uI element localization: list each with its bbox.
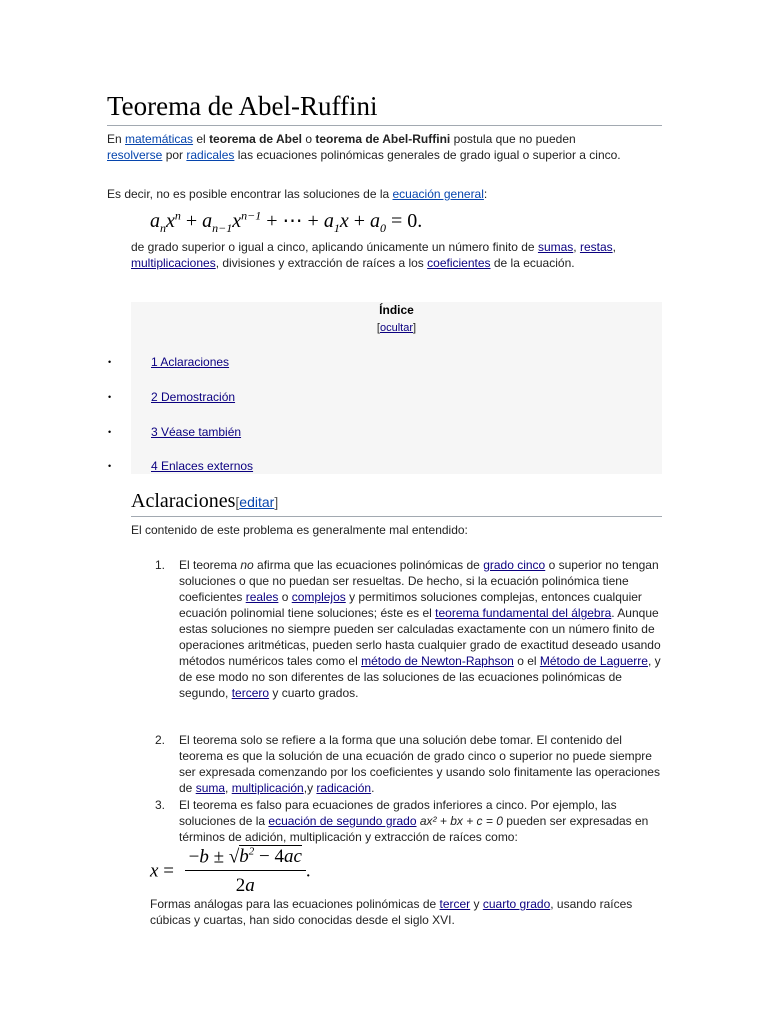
- list-item-number: 1.: [155, 558, 166, 572]
- toc-link-aclaraciones[interactable]: 1 Aclaraciones: [151, 355, 230, 369]
- intro-paragraph-2: Es decir, no es posible encontrar las soluciones de la ecuación general:: [107, 187, 488, 201]
- link-tercero[interactable]: tercero: [231, 686, 270, 700]
- closing-paragraph: Formas análogas para las ecuaciones polinómicas de tercer y cuarto grado, usando raíces cúbicas y cuartas, han sido conocidas desde el siglo XVI.: [150, 897, 633, 927]
- link-reales[interactable]: reales: [245, 590, 279, 604]
- link-radicacion[interactable]: radicación: [316, 781, 372, 795]
- page-title: Teorema de Abel-Ruffini: [107, 90, 662, 126]
- link-multiplicacion[interactable]: multiplicación: [231, 781, 304, 795]
- link-restas[interactable]: restas: [579, 240, 613, 254]
- link-tercer[interactable]: tercer: [439, 897, 471, 911]
- bullet-icon: •: [108, 461, 112, 471]
- bold-teorema-abel: teorema de Abel: [209, 132, 302, 146]
- section-heading: [131, 488, 662, 517]
- section-intro: El contenido de este problema es generalmente mal entendido:: [131, 523, 468, 537]
- bullet-icon: •: [108, 357, 112, 367]
- link-metodo-laguerre[interactable]: Método de Laguerre: [539, 654, 648, 668]
- quadratic-equation: ax² + bx + c = 0: [419, 814, 503, 828]
- list-item: El teorema no afirma que las ecuaciones polinómicas de grado cinco o superior no tengan soluciones o que no puedan ser resueltas. De hecho, si la ecuación polinómica tiene coeficientes reales o complejos y permitimos soluciones complejas, entonces cualquier ecuación polinomial tiene soluciones; éste es el teorema fundamental del álgebra. Aunque estas soluciones no siempre pueden ser calculadas exactamente con un número finito de operaciones aritméticas, pueden serlo hasta cualquier grado de exactitud deseado usando métodos numéricos tales como el método de Newton-Raphson o el Método de Laguerre, y de ese modo no son diferentes de las soluciones de las ecuaciones polinómicas de segundo, tercero y cuarto grados.: [179, 558, 661, 700]
- link-multiplicaciones[interactable]: multiplicaciones: [131, 256, 216, 270]
- toc-title: Índice: [379, 303, 414, 317]
- edit-section-link[interactable]: editar: [239, 494, 275, 510]
- link-suma[interactable]: suma: [195, 781, 226, 795]
- link-sumas[interactable]: sumas: [537, 240, 574, 254]
- link-coeficientes[interactable]: coeficientes: [427, 256, 491, 270]
- link-matematicas[interactable]: matemáticas: [125, 132, 194, 146]
- intro-paragraph: En matemáticas el teorema de Abel o teorema de Abel-Ruffini postula que no pueden resolverse por radicales las ecuaciones polinómicas generales de grado igual o superior a cinco.: [107, 132, 621, 162]
- table-of-contents: [131, 302, 662, 474]
- toc-toggle: [ocultar]: [376, 322, 417, 334]
- general-polynomial-formula: $a_nx^n + a_{n-1}x^{n-1}$ + ⋯ + $a_1x + a_0 = 0$.: [150, 208, 423, 235]
- toc-hide-link[interactable]: ocultar: [379, 322, 414, 334]
- section-edit: [editar]: [235, 494, 279, 510]
- bullet-icon: •: [108, 392, 112, 402]
- list-item-number: 3.: [155, 798, 166, 812]
- link-radicales[interactable]: radicales: [186, 148, 235, 162]
- intro-paragraph-3: de grado superior o igual a cinco, aplicando únicamente un número finito de sumas, restas, multiplicaciones, divisiones y extracción de raíces a los coeficientes de la ecuación.: [131, 240, 616, 270]
- toc-link-enlaces-externos[interactable]: 4 Enlaces externos: [151, 459, 254, 473]
- list-item-number: 2.: [155, 733, 166, 747]
- link-grado-cinco[interactable]: grado cinco: [483, 558, 546, 572]
- link-newton-raphson[interactable]: método de Newton-Raphson: [361, 654, 514, 668]
- list-item: El teorema es falso para ecuaciones de grados inferiores a cinco. Por ejemplo, las soluciones de la ecuación de segundo grado ax² + bx + c = 0 pueden ser expresadas en términos de adición, multiplicación y extracción de raíces como:: [179, 798, 649, 844]
- link-cuarto-grado[interactable]: cuarto grado: [482, 897, 551, 911]
- toc-link-vease-tambien[interactable]: 3 Véase también: [151, 425, 242, 439]
- toc-link-demostracion[interactable]: 2 Demostración: [151, 390, 236, 404]
- emphasis-no: no: [240, 558, 254, 572]
- quadratic-formula: x = $\frac{-b \pm √b^2 - 4ac}{2a}$ .: [150, 846, 311, 897]
- link-teorema-fundamental[interactable]: teorema fundamental del álgebra: [435, 606, 612, 620]
- link-ecuacion-general[interactable]: ecuación general: [392, 187, 484, 201]
- bold-teorema-abel-ruffini: teorema de Abel-Ruffini: [315, 132, 451, 146]
- section-title: Aclaraciones: [131, 490, 236, 512]
- link-complejos[interactable]: complejos: [291, 590, 346, 604]
- bullet-icon: •: [108, 427, 112, 437]
- link-resolverse[interactable]: resolverse: [107, 148, 163, 162]
- list-item: El teorema solo se refiere a la forma que una solución debe tomar. El contenido del teorema es que la solución de una ecuación de grado cinco o superior no puede siempre ser expresada comenzando por los coeficientes y usando solo finitamente las operaciones de suma, multiplicación,y radicación.: [179, 733, 660, 795]
- link-ecuacion-segundo-grado[interactable]: ecuación de segundo grado: [268, 814, 417, 828]
